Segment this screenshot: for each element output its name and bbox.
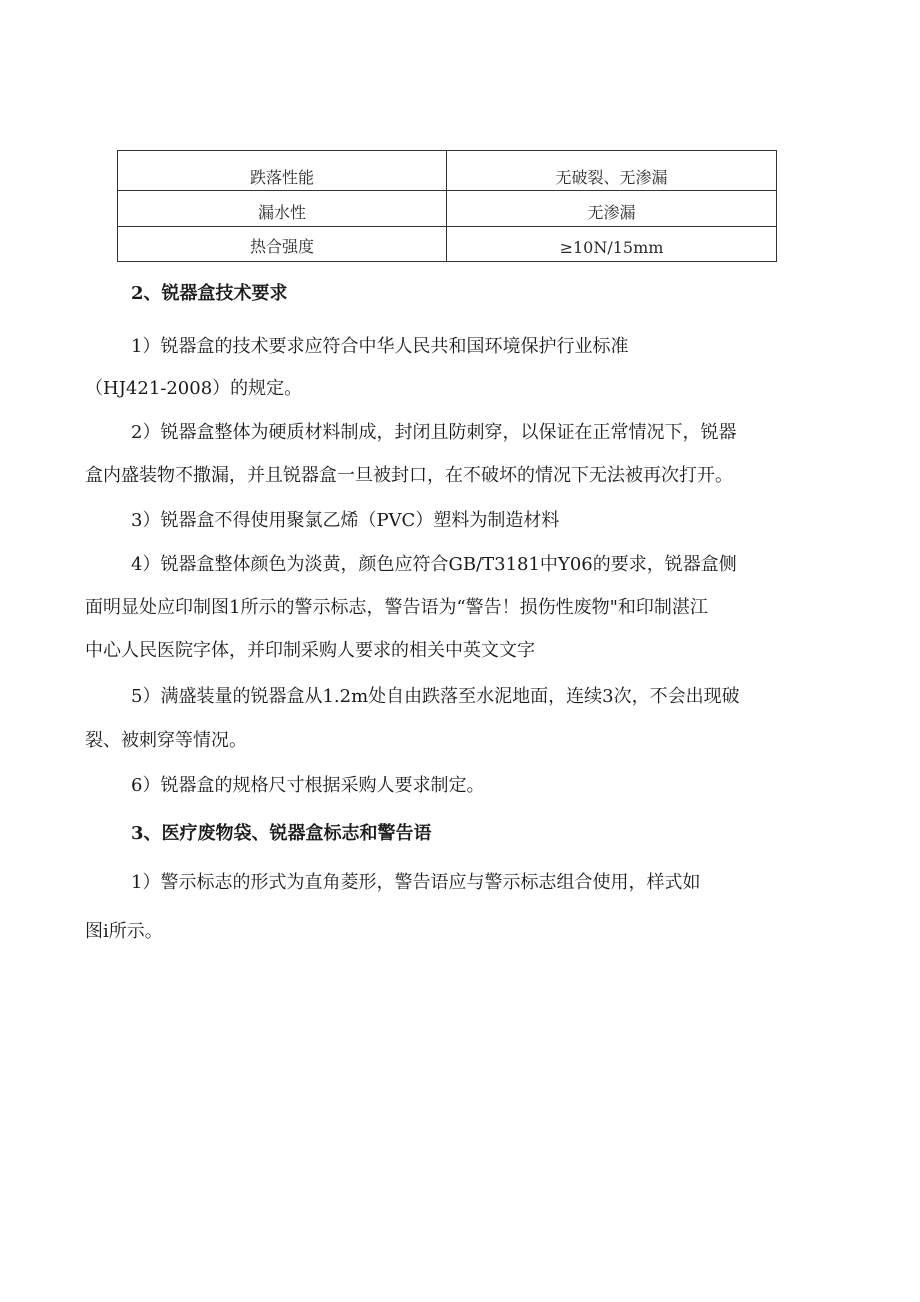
paragraph-line: 3）锐器盒不得使用聚氯乙烯（PVC）塑料为制造材料: [131, 510, 560, 531]
table-cell-property: 跌落性能: [118, 151, 447, 191]
section-3-heading: 3、医疗废物袋、锐器盒标志和警告语: [131, 823, 432, 844]
table-row: [118, 227, 777, 262]
paragraph-line: 5）满盛装量的锐器盒从1.2m处自由跌落至水泥地面，连续3次，不会出现破: [131, 686, 740, 707]
table-cell-property: 漏水性: [118, 191, 447, 227]
section-2-heading: 2、锐器盒技术要求: [131, 283, 288, 304]
table-row: [118, 191, 777, 227]
paragraph-line: 1）警示标志的形式为直角菱形，警告语应与警示标志组合使用，样式如: [131, 872, 701, 893]
spec-table: [117, 150, 777, 262]
table-cell-property: 热合强度: [118, 227, 447, 262]
paragraph-line: 中心人民医院字体，并印制采购人要求的相关中英文文字: [85, 640, 535, 661]
paragraph-line: 盒内盛装物不撒漏，并且锐器盒一旦被封口，在不破坏的情况下无法被再次打开。: [85, 465, 733, 486]
paragraph-line: 图i所示。: [85, 921, 163, 942]
paragraph-line: 4）锐器盒整体颜色为淡黄，颜色应符合GB/T3181中Y06的要求，锐器盒侧: [131, 554, 737, 575]
paragraph-line: 裂、被刺穿等情况。: [85, 730, 247, 751]
paragraph-line: 2）锐器盒整体为硬质材料制成，封闭且防刺穿，以保证在正常情况下，锐器: [131, 422, 737, 443]
table-cell-requirement: ≥10N/15mm: [447, 227, 777, 262]
paragraph-line: （HJ421-2008）的规定。: [85, 378, 303, 399]
paragraph-line: 面明显处应印制图1所示的警示标志，警告语为“警告！损伤性废物"和印制湛江: [85, 597, 708, 618]
paragraph-line: 1）锐器盒的技术要求应符合中华人民共和国环境保护行业标准: [131, 336, 629, 357]
table-row: [118, 151, 777, 191]
paragraph-line: 6）锐器盒的规格尺寸根据采购人要求制定。: [131, 775, 485, 796]
table-cell-requirement: 无破裂、无渗漏: [447, 151, 777, 191]
table-cell-requirement: 无渗漏: [447, 191, 777, 227]
